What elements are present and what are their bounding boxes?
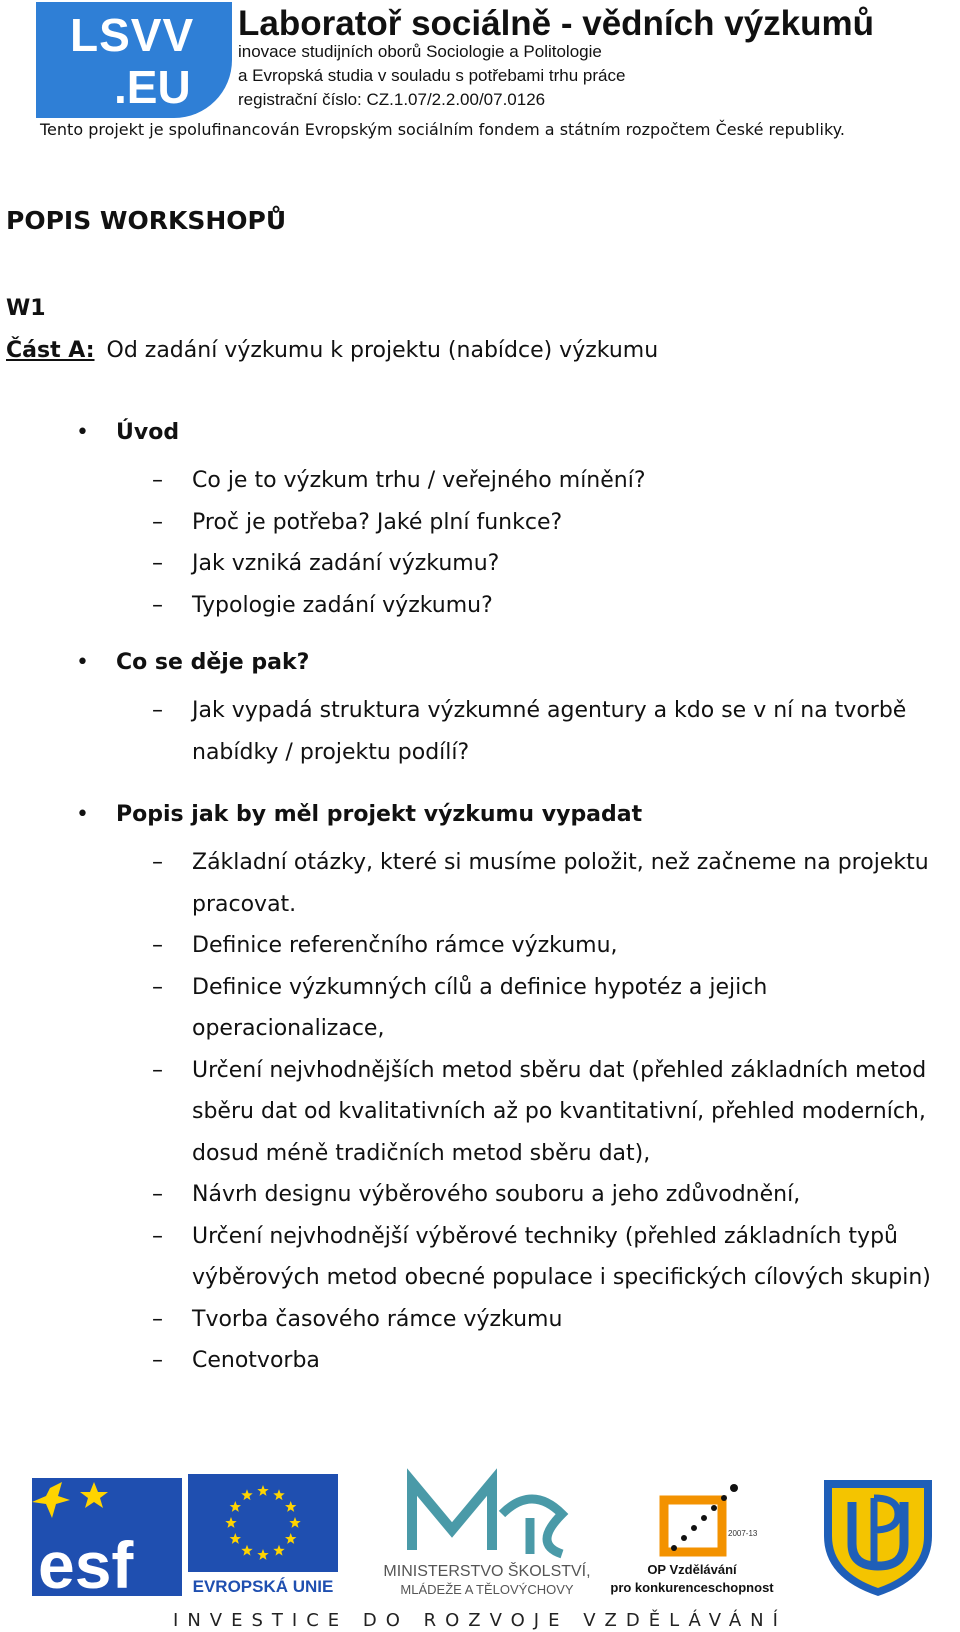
list-item bbox=[0, 585, 960, 627]
investment-slogan: INVESTICE DO ROZVOJE VZDĚLÁVÁNÍ bbox=[173, 1610, 787, 1631]
part-label: Část A: bbox=[6, 338, 95, 363]
list-item-text: Co je to výzkum trhu / veřejného mínění? bbox=[192, 468, 646, 493]
list-item bbox=[0, 1050, 960, 1175]
header-subtitle-1: inovace studijních oborů Sociologie a Politologie bbox=[238, 42, 602, 61]
dash-icon: – bbox=[152, 1057, 163, 1083]
section-heading-row bbox=[0, 648, 960, 690]
msmt-letter-m bbox=[412, 1482, 492, 1550]
dash-icon: – bbox=[152, 933, 163, 958]
esf-logo bbox=[32, 1478, 182, 1602]
eu-flag-logo bbox=[188, 1474, 338, 1598]
list-item-text: Definice referenčního rámce výzkumu, bbox=[192, 933, 618, 958]
workshop-code: W1 bbox=[6, 296, 46, 321]
dash-icon: – bbox=[152, 1182, 163, 1207]
dash-icon: – bbox=[152, 698, 163, 723]
dash-icon: – bbox=[152, 850, 163, 875]
list-item-text: Typologie zadání výzkumu? bbox=[192, 592, 493, 618]
section-1 bbox=[0, 418, 960, 626]
list-item bbox=[0, 1216, 960, 1299]
lsvv-logo bbox=[36, 2, 232, 118]
op-vk-logo bbox=[610, 1478, 804, 1598]
eu-label: EVROPSKÁ UNIE bbox=[192, 1577, 334, 1596]
msmt-line2: MLÁDEŽE A TĚLOVÝCHOVY bbox=[400, 1582, 574, 1597]
list-item-text: Určení nejvhodnější výběrové techniky (přehled základních typů výběrových metod obecné populace i specifických cílových skupin) bbox=[192, 1223, 931, 1290]
op-line2: pro konkurenceschopnost bbox=[610, 1580, 774, 1595]
list-item bbox=[0, 690, 960, 773]
list-item bbox=[0, 1174, 960, 1216]
list-item-text: Základní otázky, které si musíme položit, než začneme na projektu pracovat. bbox=[192, 850, 929, 917]
dash-icon: – bbox=[152, 1223, 163, 1249]
bullet-icon: • bbox=[76, 420, 89, 445]
header-registration: registrační číslo: CZ.1.07/2.2.00/07.0126 bbox=[238, 90, 546, 109]
list-item bbox=[0, 1340, 960, 1382]
list-item bbox=[0, 1299, 960, 1341]
list-item bbox=[0, 502, 960, 544]
dash-icon: – bbox=[152, 1306, 163, 1332]
part-heading bbox=[6, 338, 658, 363]
list-item bbox=[0, 460, 960, 502]
msmt-line1: MINISTERSTVO ŠKOLSTVÍ, bbox=[383, 1563, 591, 1580]
palacky-university-logo bbox=[818, 1474, 938, 1598]
list-item-text: Cenotvorba bbox=[192, 1348, 320, 1373]
bullet-icon: • bbox=[76, 650, 89, 675]
list-item-text: Proč je potřeba? Jaké plní funkce? bbox=[192, 509, 563, 535]
list-item bbox=[0, 543, 960, 585]
list-item bbox=[0, 842, 960, 925]
list-item-text: Tvorba časového rámce výzkumu bbox=[192, 1306, 563, 1332]
page-title: POPIS WORKSHOPŮ bbox=[6, 206, 287, 235]
dash-icon: – bbox=[152, 592, 163, 618]
list-item-text: Určení nejvhodnějších metod sběru dat (přehled základních metod sběru dat od kvalitativních až po kvantitativní, přehled moderních, dosud méně tradičních metod sběru dat), bbox=[192, 1057, 927, 1166]
op-years: 2007-13 bbox=[728, 1529, 758, 1538]
header-subtitle-2: a Evropská studia v souladu s potřebami trhu práce bbox=[238, 66, 626, 85]
section-heading: Co se děje pak? bbox=[116, 650, 310, 675]
dash-icon: – bbox=[152, 974, 163, 1000]
funding-note: Tento projekt je spolufinancován Evropským sociálním fondem a státním rozpočtem České republiky. bbox=[40, 120, 845, 139]
section-heading-row bbox=[0, 800, 960, 842]
page-footer bbox=[0, 1468, 960, 1632]
section-heading-row bbox=[0, 418, 960, 460]
section-heading: Úvod bbox=[116, 420, 180, 445]
list-item-text: Jak vzniká zadání výzkumu? bbox=[192, 551, 500, 576]
page-header bbox=[0, 0, 960, 150]
list-item bbox=[0, 967, 960, 1050]
part-text: Od zadání výzkumu k projektu (nabídce) výzkumu bbox=[106, 338, 659, 363]
op-dots bbox=[671, 1484, 738, 1551]
section-3 bbox=[0, 800, 960, 1382]
list-item-text: Definice výzkumných cílů a definice hypotéz a jejich operacionalizace, bbox=[192, 974, 768, 1041]
dash-icon: – bbox=[152, 509, 163, 535]
dash-icon: – bbox=[152, 1348, 163, 1373]
op-line1: OP Vzdělávání bbox=[647, 1562, 737, 1577]
logo-line2: .EU bbox=[114, 61, 191, 113]
section-heading: Popis jak by měl projekt výzkumu vypadat bbox=[116, 802, 643, 827]
list-item-text: Návrh designu výběrového souboru a jeho zdůvodnění, bbox=[192, 1182, 801, 1207]
list-item-text: Jak vypadá struktura výzkumné agentury a kdo se v ní na tvorbě nabídky / projektu podílí? bbox=[192, 698, 907, 765]
bullet-icon: • bbox=[76, 802, 89, 827]
dash-icon: – bbox=[152, 468, 163, 493]
msmt-logo bbox=[352, 1474, 622, 1598]
esf-text: esf bbox=[38, 1528, 134, 1602]
list-item bbox=[0, 925, 960, 967]
logo-line1: LSVV bbox=[70, 9, 195, 61]
header-title: Laboratoř sociálně - vědních výzkumů bbox=[238, 4, 874, 43]
dash-icon: – bbox=[152, 551, 163, 576]
section-2 bbox=[0, 648, 960, 773]
